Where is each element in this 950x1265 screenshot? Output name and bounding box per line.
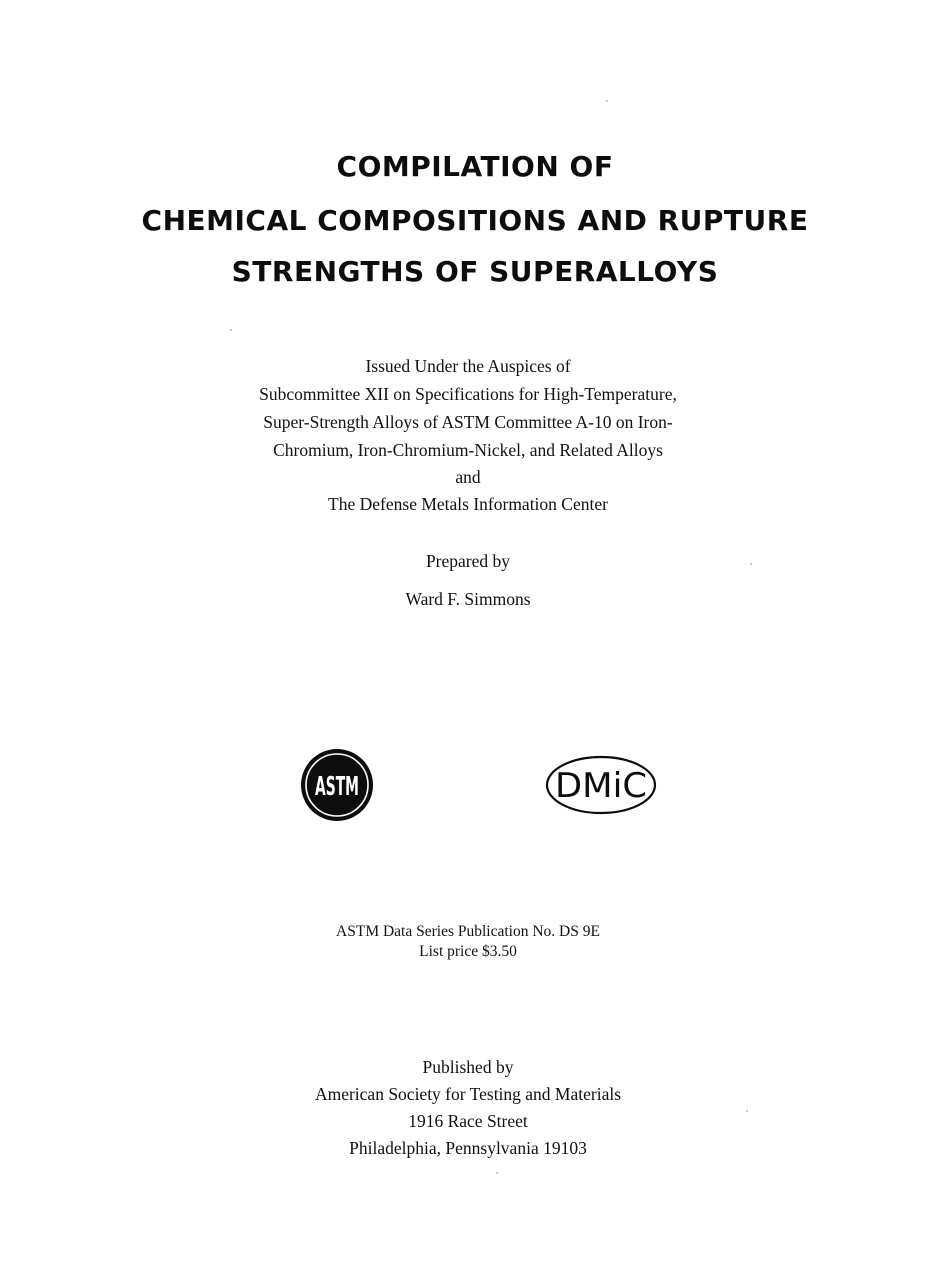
title-line-1: COMPILATION OF	[336, 150, 614, 183]
prepared-by-label: Prepared by	[425, 551, 511, 571]
scan-speck	[746, 1110, 748, 1112]
publisher-street: 1916 Race Street	[408, 1111, 528, 1131]
publisher-city: Philadelphia, Pennsylvania 19103	[349, 1138, 587, 1158]
published-by-label: Published by	[422, 1057, 514, 1077]
publisher-name: American Society for Testing and Materials	[314, 1084, 622, 1104]
auspices-line-4: Chromium, Iron-Chromium-Nickel, and Related Alloys	[273, 440, 663, 460]
title-line-3: STRENGTHS OF SUPERALLOYS	[231, 255, 719, 288]
astm-logo-text: ASTM	[315, 772, 359, 802]
astm-logo	[300, 748, 374, 822]
scan-speck	[230, 329, 232, 331]
auspices-line-2: Subcommittee XII on Specifications for High-Temperature,	[259, 384, 677, 404]
publication-series: ASTM Data Series Publication No. DS 9E	[336, 923, 600, 940]
dmic-logo	[545, 755, 657, 815]
scan-speck	[496, 1172, 498, 1174]
title-line-2: CHEMICAL COMPOSITIONS AND RUPTURE	[141, 204, 809, 237]
scan-speck	[606, 100, 608, 102]
auspices-line-1: Issued Under the Auspices of	[365, 356, 571, 376]
list-price: List price $3.50	[419, 943, 517, 960]
dmic-logo-text: DMiC	[555, 766, 647, 806]
scan-speck	[750, 563, 752, 565]
auspices-line-5: and	[455, 467, 481, 487]
preparer-name: Ward F. Simmons	[405, 589, 531, 609]
auspices-line-6: The Defense Metals Information Center	[328, 494, 608, 514]
auspices-line-3: Super-Strength Alloys of ASTM Committee A-10 on Iron-	[263, 412, 673, 432]
